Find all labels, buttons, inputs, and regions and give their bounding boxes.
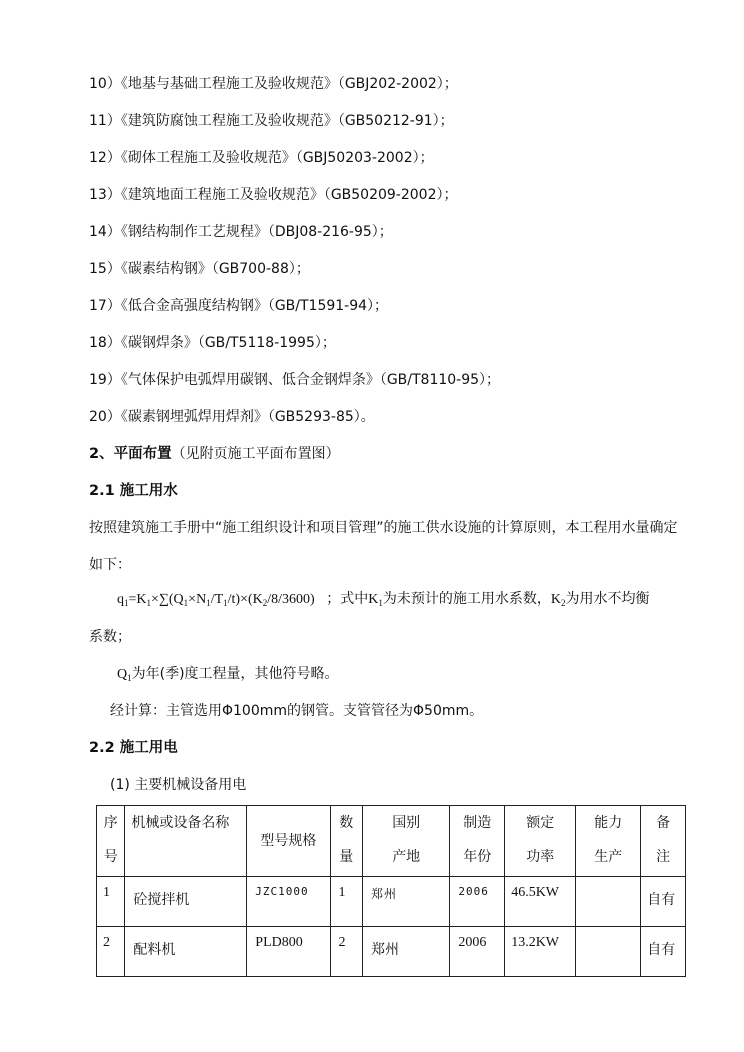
standard-item: 15）《碳素结构钢》（GB700-88）；: [89, 261, 310, 277]
section-note: （见附页施工平面布置图）: [171, 446, 340, 462]
table-row: [97, 877, 686, 927]
standard-item: 10）《地基与基础工程施工及验收规范》（GBJ202-2002）；: [89, 76, 458, 92]
cell-capacity: [576, 927, 641, 977]
standard-item: 18）《碳钢焊条》（GB/T5118-1995）；: [89, 335, 336, 351]
header-origin: 国别 产地: [363, 806, 450, 877]
cell-power: 46.5KW: [505, 877, 576, 927]
subsection-title: (1) 主要机械设备用电: [110, 777, 247, 793]
standard-item: 14）《钢结构制作工艺规程》（DBJ08-216-95）；: [89, 224, 393, 240]
cell-origin: 郑州: [363, 927, 450, 977]
section-heading-2-2: 2.2 施工用电: [89, 740, 178, 756]
water-paragraph: 按照建筑施工手册中“施工组织设计和项目管理”的施工供水设施的计算原则，本工程用水量确定如下：: [89, 520, 678, 573]
section-heading-2: [89, 445, 340, 463]
header-remark: 备 注: [641, 806, 686, 877]
cell-no: 2: [97, 927, 125, 977]
cell-remark: 自有: [641, 927, 686, 977]
standard-item: 11）《建筑防腐蚀工程施工及验收规范》（GB50212-91）；: [89, 113, 454, 129]
cell-model: PLD800: [247, 927, 330, 977]
table-row: [97, 927, 686, 977]
cell-name: 配料机: [125, 927, 247, 977]
cell-remark: 自有: [641, 877, 686, 927]
calc-result: 经计算：主管选用Φ100mm的钢管。支管管径为Φ50mm。: [110, 703, 484, 719]
cell-origin: 郑州: [363, 877, 450, 927]
cell-qty: 1: [330, 877, 362, 927]
header-year: 制造 年份: [450, 806, 505, 877]
equipment-table: [96, 805, 686, 977]
formula-continuation: 系数；: [89, 629, 131, 645]
cell-capacity: [576, 877, 641, 927]
header-no: 序 号: [97, 806, 125, 877]
header-capacity: 能力 生产: [576, 806, 641, 877]
header-name: 机械或设备名称: [125, 806, 247, 877]
standard-item: 12）《砌体工程施工及验收规范》（GBJ50203-2002）；: [89, 150, 434, 166]
header-qty: 数 量: [330, 806, 362, 877]
standard-item: 13）《建筑地面工程施工及验收规范》（GB50209-2002）；: [89, 187, 458, 203]
water-formula: $q_1=K_1\times\sum(Q_1\times N_1/T_1/t)\times(K_2/8/3600)$ ；式中$K_1$为未预计的施工用水系数，$K_2$为用水不均衡: [117, 592, 650, 608]
standard-item: 17）《低合金高强度结构钢》（GB/T1591-94）；: [89, 298, 389, 314]
q1-definition: $Q_1$为年(季)度工程量，其他符号略。: [117, 666, 339, 683]
cell-no: 1: [97, 877, 125, 927]
cell-power: 13.2KW: [505, 927, 576, 977]
standard-item: 19）《气体保护电弧焊用碳钢、低合金钢焊条》（GB/T8110-95）；: [89, 372, 501, 388]
header-model: 型号规格: [247, 806, 330, 877]
cell-model: JZC1000: [247, 877, 330, 927]
table-header-row: [97, 806, 686, 877]
cell-year: 2006: [450, 877, 505, 927]
standard-item: 20）《碳素钢埋弧焊用焊剂》（GB5293-85）。: [89, 409, 375, 425]
section-heading-2-1: 2.1 施工用水: [89, 483, 178, 499]
cell-qty: 2: [330, 927, 362, 977]
cell-year: 2006: [450, 927, 505, 977]
header-power: 额定 功率: [505, 806, 576, 877]
section-title: 2、平面布置: [89, 446, 172, 462]
cell-name: 砼搅拌机: [125, 877, 247, 927]
